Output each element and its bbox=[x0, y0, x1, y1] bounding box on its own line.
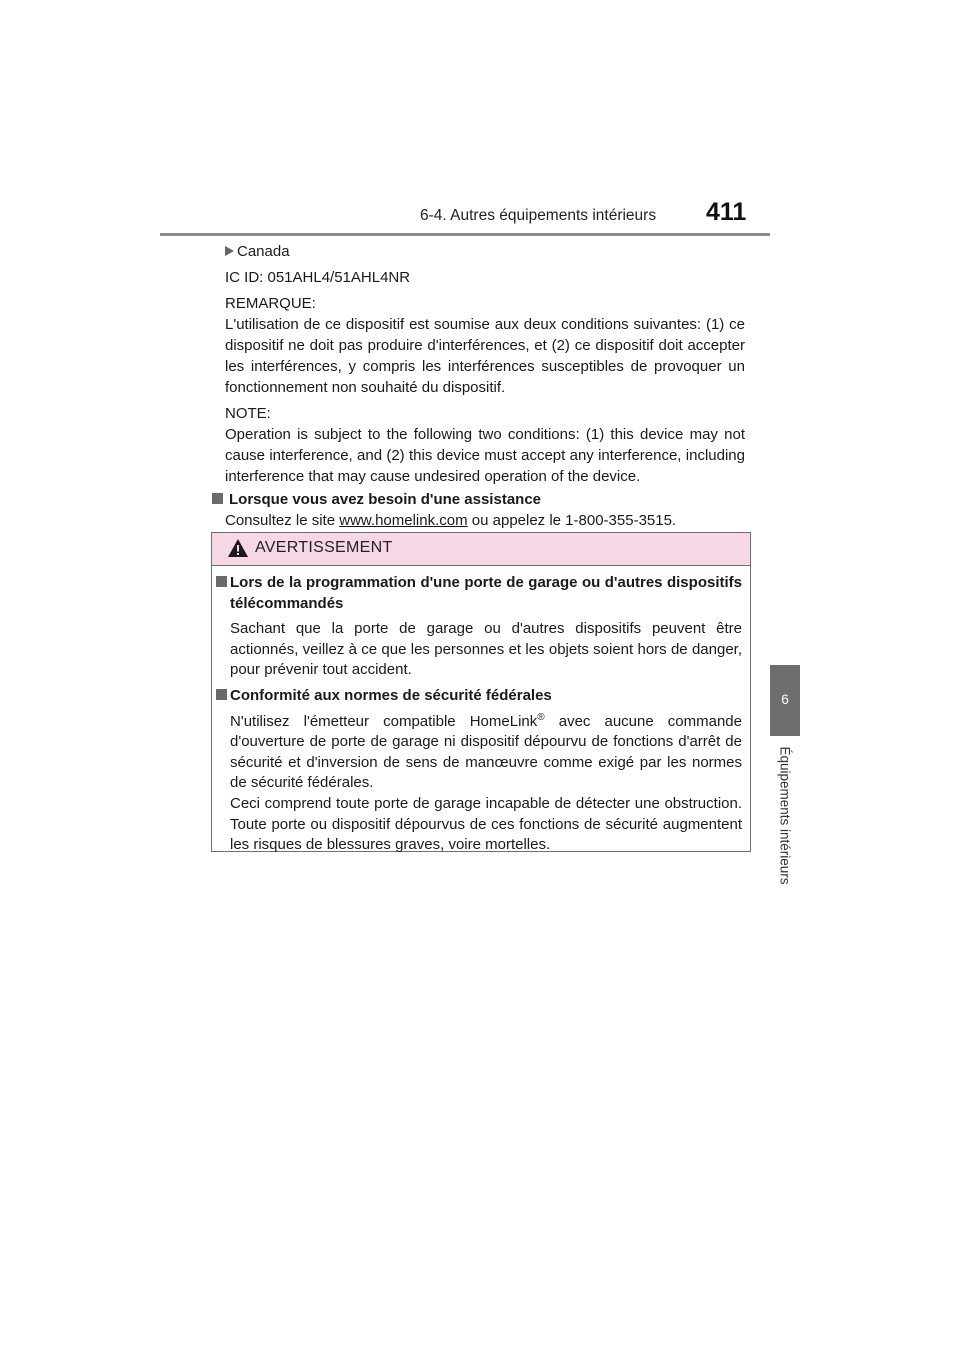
warning-header bbox=[212, 533, 750, 566]
square-bullet-icon bbox=[216, 576, 227, 587]
side-tab-number: 6 bbox=[781, 691, 789, 707]
warning-body bbox=[216, 573, 742, 861]
warning-item2-text: N'utilisez l'émetteur compatible HomeLink® avec aucune commande d'ouverture de porte de garage ni dispositif dépourvu de fonctions d'arrêt de sécurité et d'inversion de sens de manœuvre comme exigé par les normes de sécurité fédérales. bbox=[230, 711, 742, 792]
note-text: Operation is subject to the following two conditions: (1) this device may not cause interference, and (2) this device must accept any interference, including interference that may cause undesired operation of the device. bbox=[225, 426, 745, 485]
main-content bbox=[225, 241, 745, 531]
side-tab bbox=[770, 665, 800, 736]
warning-item1-heading: Lors de la programmation d'une porte de garage ou d'autres dispositifs télécommandés bbox=[216, 573, 742, 614]
remarque-title: REMARQUE: bbox=[225, 295, 316, 312]
triangle-bullet-icon bbox=[225, 246, 234, 256]
section-title: 6-4. Autres équipements intérieurs bbox=[420, 207, 657, 224]
note-title: NOTE: bbox=[225, 405, 271, 422]
square-bullet-icon bbox=[216, 689, 227, 700]
warning-label: AVERTISSEMENT bbox=[255, 539, 393, 556]
remarque-text: L'utilisation de ce dispositif est soumise aux deux conditions suivantes: (1) ce dispositif ne doit pas produire d'interférences, et (2) ce dispositif doit accepter les interférences, y compris les interférences susceptibles de provoquer un fonctionnement non souhaité du dispositif. bbox=[225, 316, 745, 396]
homelink-link[interactable]: www.homelink.com bbox=[339, 512, 468, 529]
warning-box bbox=[211, 532, 751, 852]
square-bullet-icon bbox=[212, 493, 223, 504]
assist-text: Consultez le site www.homelink.com ou appelez le 1-800-355-3515. bbox=[225, 512, 677, 529]
warning-item2-heading: Conformité aux normes de sécurité fédérales bbox=[216, 686, 742, 707]
canada-line: Canada bbox=[225, 241, 745, 262]
ic-id: IC ID: 051AHL4/51AHL4NR bbox=[225, 269, 411, 286]
warning-item1-text: Sachant que la porte de garage ou d'autres dispositifs peuvent être actionnés, veillez à ce que les personnes et les objets soient hors de danger, pour prévenir tout accident. bbox=[230, 620, 742, 679]
registered-mark: ® bbox=[537, 711, 545, 723]
warning-triangle-icon bbox=[228, 539, 248, 557]
header-rule bbox=[160, 233, 770, 236]
page-number: 411 bbox=[706, 198, 747, 226]
assist-heading: Lorsque vous avez besoin d'une assistance bbox=[212, 489, 745, 510]
warning-item2-text-continued: Ceci comprend toute porte de garage incapable de détecter une obstruction. Toute porte ou dispositif dépourvus de ces fonctions de sécurité augmentent les risques de blessures graves, voire mortelles. bbox=[230, 794, 742, 854]
